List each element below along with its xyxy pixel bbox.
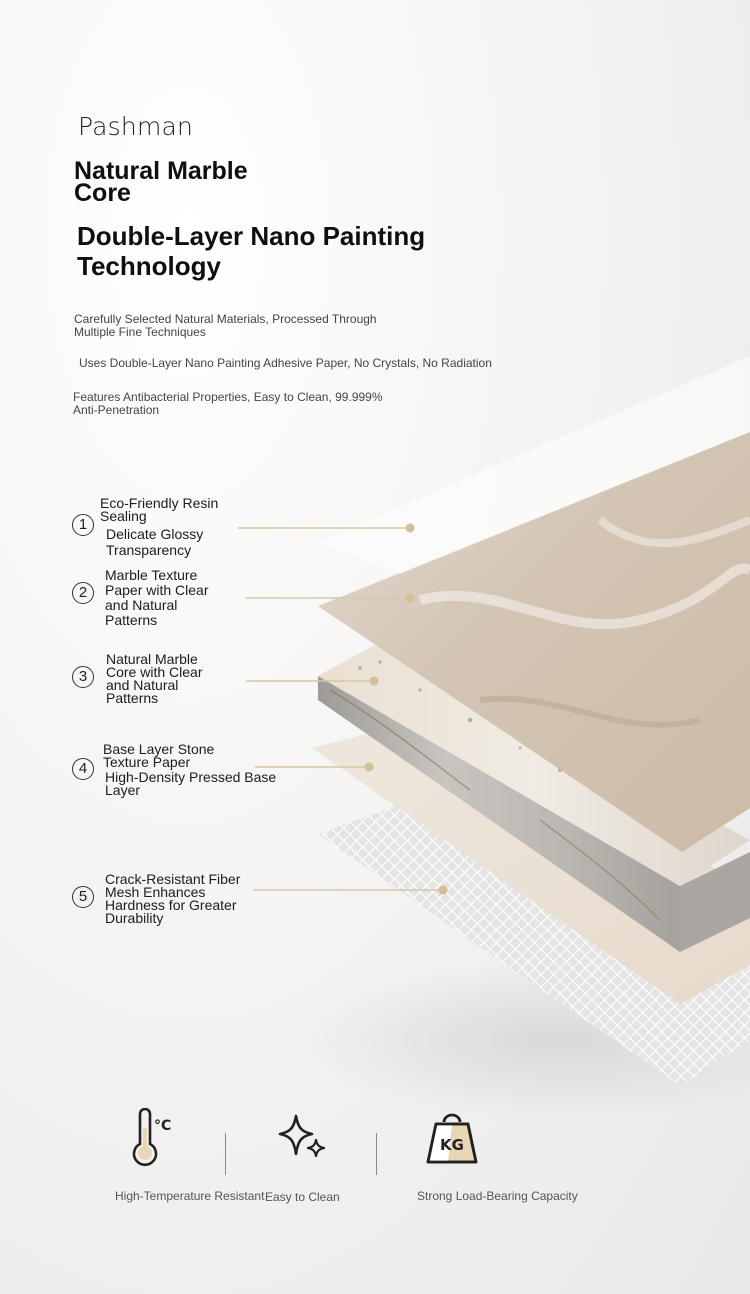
leader-dot-1 (406, 524, 415, 533)
layer-number-4: 4 (72, 758, 94, 780)
layer-1-sublabel: Delicate Glossy Transparency (106, 526, 204, 558)
layer-number-5: 5 (72, 886, 94, 908)
brand-name: Pashman (78, 112, 194, 141)
weight-kg-icon (424, 1110, 480, 1166)
headline-title: Natural Marble Core (74, 157, 248, 207)
leader-dot-5 (439, 886, 448, 895)
celsius-text: °C (154, 1118, 172, 1134)
feature-divider-1 (225, 1133, 226, 1175)
thermometer-celsius-icon (128, 1108, 178, 1168)
leader-dot-2 (406, 594, 415, 603)
feature-label-easy-clean: Easy to Clean (265, 1190, 340, 1204)
layer-4-label: Base Layer Stone Texture Paper (103, 741, 215, 770)
feature-label-high-temperature: High-Temperature Resistant (115, 1189, 265, 1203)
description-antibacterial: Features Antibacterial Properties, Easy to Clean, 99.999% Anti-Penetration (73, 390, 383, 417)
layer-4-sublabel: High-Density Pressed Base Layer (105, 769, 277, 798)
feature-divider-2 (376, 1133, 377, 1175)
sparkle-icon (276, 1112, 328, 1164)
layer-2-label: Marble Texture Paper with Clear and Natural Patterns (105, 567, 209, 628)
layer-3-label: Natural Marble Core with Clear and Natural Patterns (106, 651, 203, 706)
description-painting: Uses Double-Layer Nano Painting Adhesive Paper, No Crystals, No Radiation (79, 356, 492, 370)
feature-label-load-bearing: Strong Load-Bearing Capacity (417, 1189, 578, 1203)
layer-5-label: Crack-Resistant Fiber Mesh Enhances Hardness for Greater Durability (105, 871, 241, 926)
layer-number-2: 2 (72, 582, 94, 604)
leader-dot-4 (365, 763, 374, 772)
kg-text: KG (440, 1136, 464, 1154)
description-materials: Carefully Selected Natural Materials, Processed Through Multiple Fine Techniques (74, 312, 377, 339)
layer-number-1: 1 (72, 514, 94, 536)
layer-number-3: 3 (72, 666, 94, 688)
layer-1-label: Eco-Friendly Resin Sealing (100, 495, 219, 524)
headline-subtitle: Double-Layer Nano Painting Technology (77, 221, 426, 281)
leader-dot-3 (370, 677, 379, 686)
